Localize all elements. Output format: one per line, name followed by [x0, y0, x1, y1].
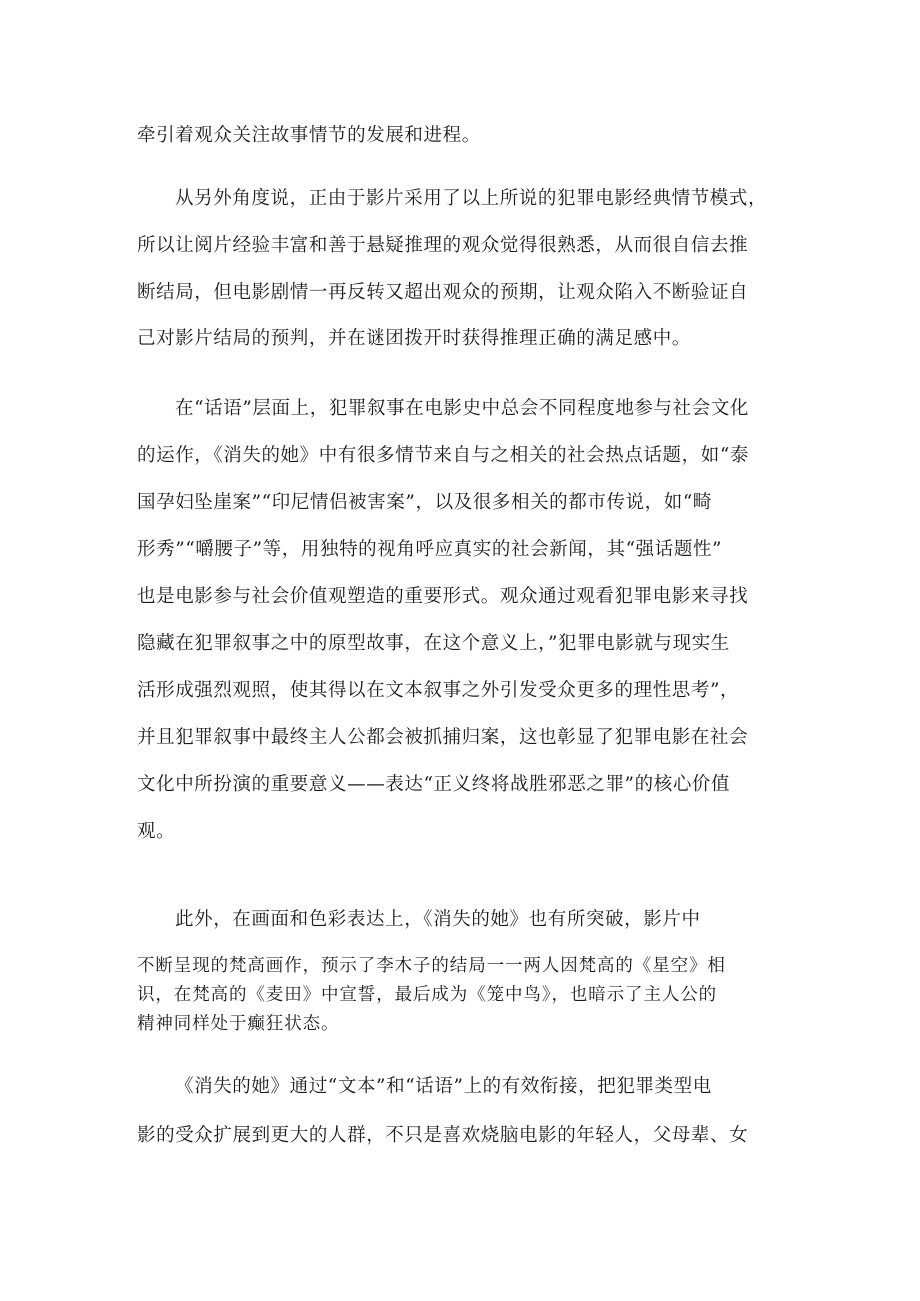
text-line: 所以让阅片经验丰富和善于悬疑推理的观众觉得很熟悉，从而很自信去推: [137, 235, 749, 256]
text-line: 隐藏在犯罪叙事之中的原型故事，在这个意义上，”犯罪电影就与现实生: [137, 633, 730, 654]
text-line: 牵引着观众关注故事情节的发展和进程。: [137, 125, 481, 146]
text-line: 影的受众扩展到更大的人群，不只是喜欢烧脑电影的年轻人，父母辈、女: [137, 1125, 749, 1146]
text-line: 文化中所扮演的重要意义——表达“正义终将战胜邪恶之罪”的核心价值: [137, 774, 731, 795]
text-line: 观。: [137, 821, 176, 842]
text-line: 精神同样处于癫狂状态。: [137, 1014, 340, 1034]
text-line: 此外，在画面和色彩表达上，《消失的她》也有所突破，影片中: [175, 909, 701, 930]
text-line: 不断呈现的梵高画作，预示了李木子的结局一一两人因梵高的《星空》相: [137, 956, 726, 976]
text-line: 活形成强烈观照，使其得以在文本叙事之外引发受众更多的理性思考”，: [137, 680, 740, 701]
text-line: 断结局，但电影剧情一再反转又超出观众的预期，让观众陷入不断验证自: [137, 282, 749, 303]
text-line: 的运作，《消失的她》中有很多情节来自与之相关的社会热点话题，如“泰: [137, 445, 750, 466]
text-line: 形秀”“嚼腰子”等，用独特的视角呼应真实的社会新闻，其“强话题性”: [137, 539, 723, 560]
text-line: 并且犯罪叙事中最终主人公都会被抓捕归案，这也彰显了犯罪电影在社会: [137, 727, 749, 748]
text-line: 在“话语”层面上，犯罪叙事在电影史中总会不同程度地参与社会文化: [175, 398, 750, 419]
text-line: 国孕妇坠崖案”“印尼情侣被害案”，以及很多相关的都市传说，如“畸: [137, 492, 713, 513]
text-line: 己对影片结局的预判，并在谜团拨开时获得推理正确的满足感中。: [137, 328, 691, 349]
text-line: 识，在梵高的《麦田》中宣誓，最后成为《笼中鸟》，也暗示了主人公的: [137, 985, 718, 1005]
text-line: 也是电影参与社会价值观塑造的重要形式。观众通过观看犯罪电影来寻找: [137, 586, 749, 607]
text-line: 《消失的她》通过“文本”和“话语”上的有效衔接，把犯罪类型电: [175, 1076, 712, 1097]
text-line: 从另外角度说，正由于影片采用了以上所说的犯罪电影经典情节模式，: [175, 188, 768, 209]
